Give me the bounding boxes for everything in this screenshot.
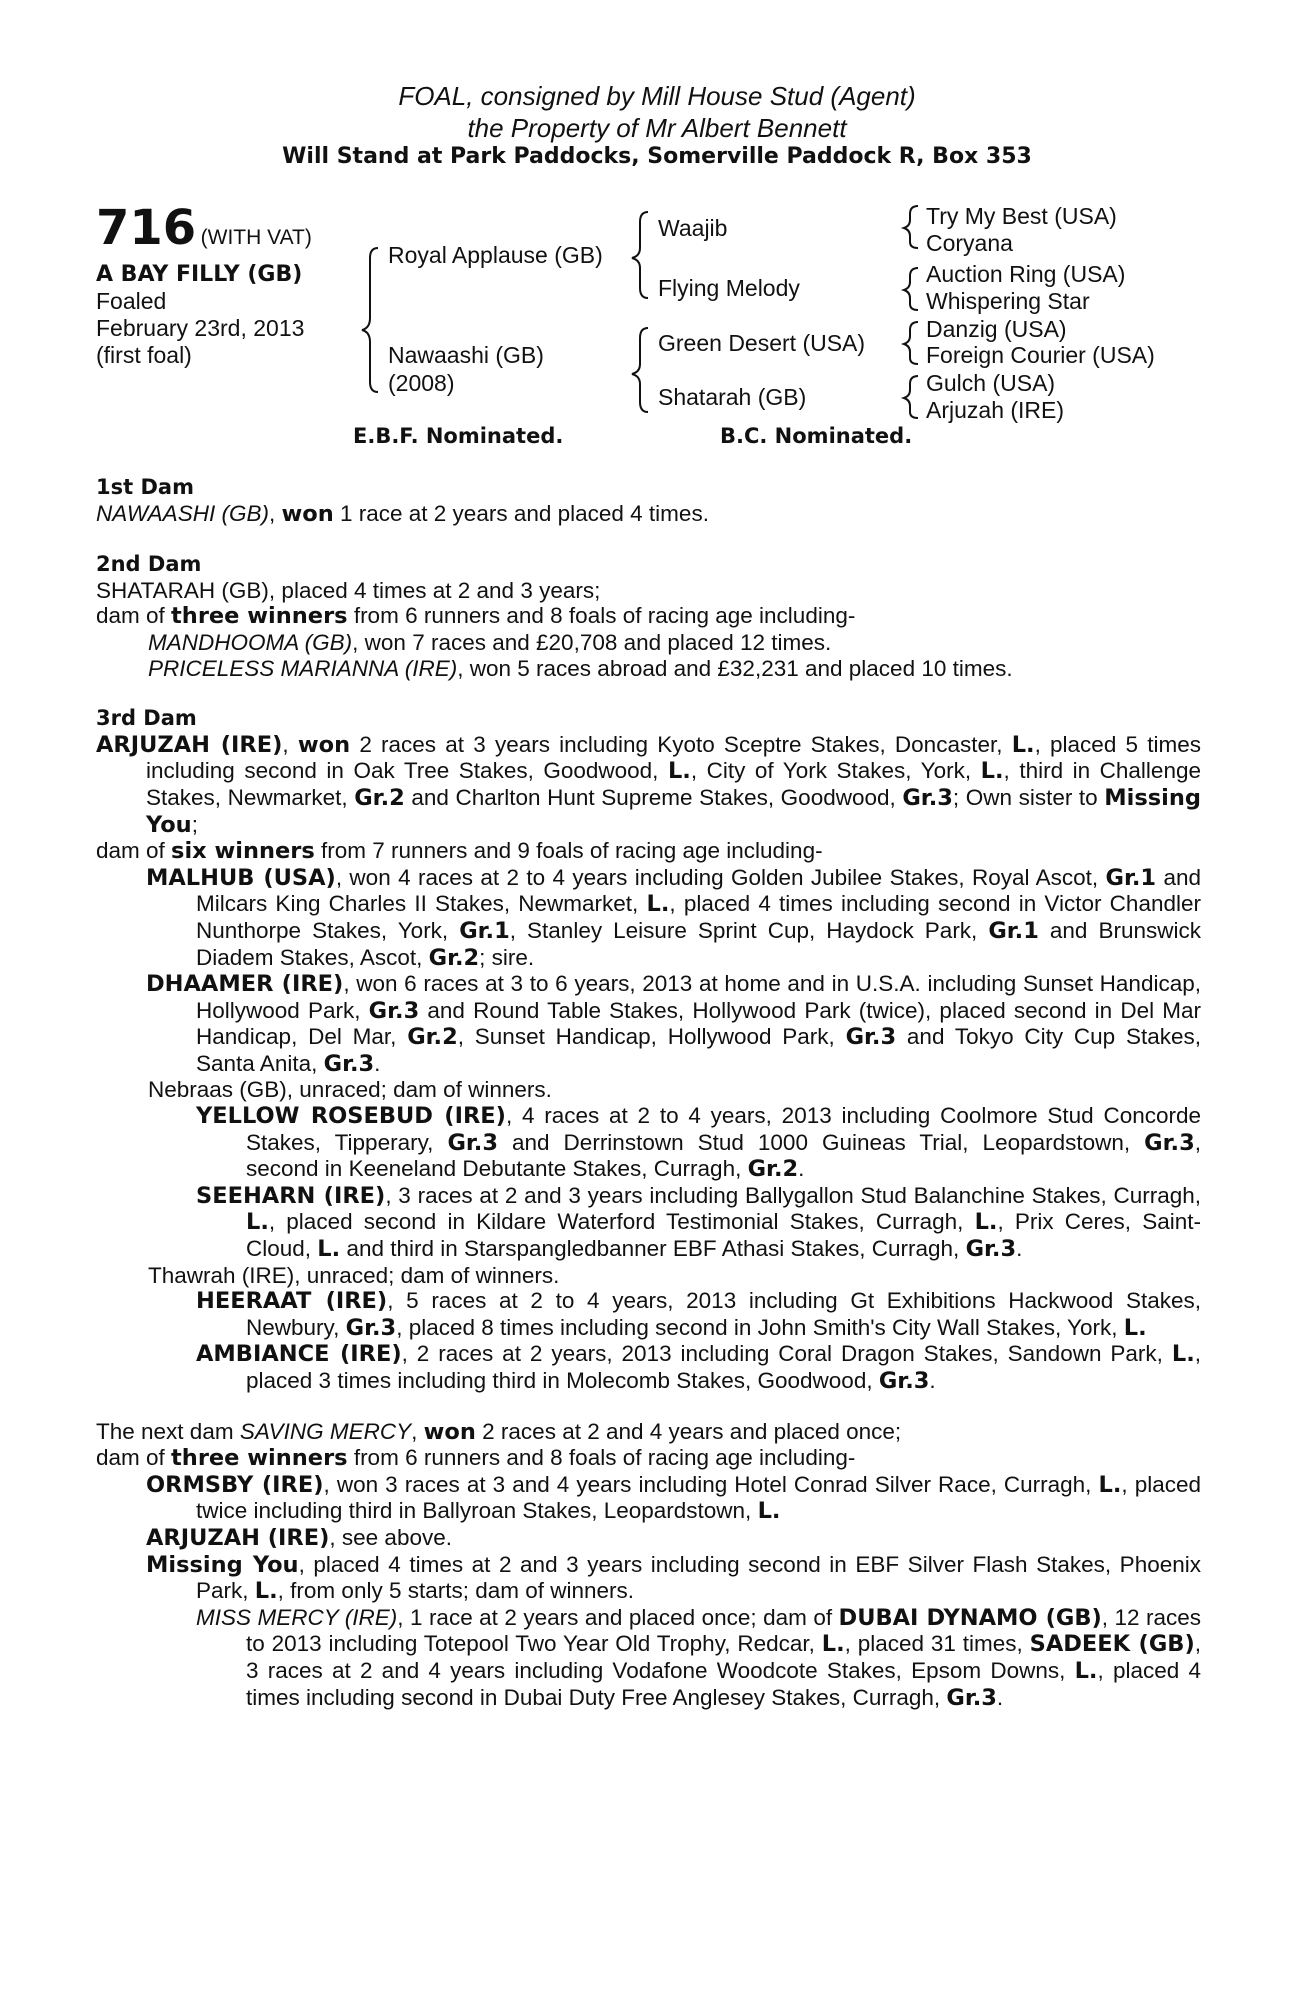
gg-5: Danzig (USA): [926, 316, 1067, 342]
next-dam-line: The next dam SAVING MERCY, won 2 races at 2 and 4 years and placed once;: [96, 1418, 902, 1445]
produce-yellow-rosebud: YELLOW ROSEBUD (IRE), 4 races at 2 to 4 years, 2013 including Coolmore Stud Concorde Stakes, Tipperary, Gr.3 and Derrinstown Stud 1000 Guineas Trial, Leopardstown, Gr.3, second in Keeneland Debutante Stakes, Curragh, Gr.2.: [196, 1103, 1201, 1183]
brace-g1: [904, 206, 918, 248]
gg-4: Whispering Star: [926, 288, 1090, 314]
produce-mandhooma: MANDHOOMA (GB), won 7 races and £20,708 and placed 12 times.: [148, 629, 832, 655]
second-dam-produce: dam of three winners from 6 runners and 8 foals of racing age including-: [96, 603, 856, 630]
gg-8: Arjuzah (IRE): [926, 397, 1065, 423]
ebf-nominated: E.B.F. Nominated.: [353, 424, 564, 448]
sire-dam: Flying Melody: [658, 275, 800, 301]
lot-number: 716: [96, 200, 197, 256]
header-line-1: FOAL, consigned by Mill House Stud (Agent): [398, 81, 916, 111]
catalogue-body: [96, 474, 1201, 1711]
lot-name: A BAY FILLY (GB): [96, 262, 303, 287]
brace-main: [362, 248, 378, 392]
second-dam-heading: 2nd Dam: [96, 552, 202, 577]
pedigree-braces: [0, 0, 1314, 460]
header-line-3: Will Stand at Park Paddocks, Somerville Paddock R, Box 353: [282, 144, 1032, 169]
header-line-2: the Property of Mr Albert Bennett: [467, 113, 847, 143]
produce-nebraas: Nebraas (GB), unraced; dam of winners.: [148, 1077, 552, 1103]
produce-miss-mercy: MISS MERCY (IRE), 1 race at 2 years and placed once; dam of DUBAI DYNAMO (GB), 12 races to 2013 including Totepool Two Year Old Trophy, Redcar, L., placed 31 times, SADEEK (GB), 3 races at 2 and 4 years including Vodafone Woodcote Stakes, Epsom Downs, L., placed 4 times including second in Dubai Duty Free Anglesey Stakes, Curragh, Gr.3.: [196, 1604, 1202, 1711]
produce-arjuzah: ARJUZAH (IRE), see above.: [146, 1524, 452, 1551]
produce-dhaamer: DHAAMER (IRE), won 6 races at 3 to 6 years, 2013 at home and in U.S.A. including Sunset Handicap, Hollywood Park, Gr.3 and Round Table Stakes, Hollywood Park (twice), placed second in Del Mar Handicap, Del Mar, Gr.2, Sunset Handicap, Hollywood Park, Gr.3 and Tokyo City Cup Stakes, Santa Anita, Gr.3.: [146, 971, 1202, 1077]
bc-nominated: B.C. Nominated.: [720, 424, 913, 448]
third-dam-heading: 3rd Dam: [96, 706, 197, 731]
second-dam-line: SHATARAH (GB), placed 4 times at 2 and 3 years;: [96, 577, 601, 603]
produce-missing-you: Missing You, placed 4 times at 2 and 3 years including second in EBF Silver Flash Stakes, Phoenix Park, L., from only 5 starts; dam of winners.: [146, 1551, 1201, 1605]
dam-sire: Green Desert (USA): [658, 330, 866, 356]
first-foal-note: (first foal): [96, 342, 192, 368]
gg-7: Gulch (USA): [926, 370, 1056, 396]
vat-label: (WITH VAT): [200, 226, 312, 249]
foaled-date: February 23rd, 2013: [96, 315, 305, 341]
brace-dam: [632, 328, 648, 412]
produce-priceless-marianna: PRICELESS MARIANNA (IRE), won 5 races abroad and £32,231 and placed 10 times.: [148, 655, 1013, 681]
first-dam-heading: 1st Dam: [96, 475, 194, 499]
dam-name: Nawaashi (GB): [388, 342, 544, 368]
first-dam-line: NAWAASHI (GB), won 1 race at 2 years and placed 4 times.: [96, 500, 709, 527]
sire-sire: Waajib: [658, 215, 728, 241]
next-dam-produce: dam of three winners from 6 runners and 8 foals of racing age including-: [96, 1445, 856, 1472]
dam-dam: Shatarah (GB): [658, 384, 807, 410]
produce-ambiance: AMBIANCE (IRE), 2 races at 2 years, 2013 including Coral Dragon Stakes, Sandown Park, L., placed 3 times including third in Molecomb Stakes, Goodwood, Gr.3.: [196, 1341, 1202, 1394]
brace-g4: [904, 376, 918, 418]
produce-heeraat: HEERAAT (IRE), 5 races at 2 to 4 years, 2013 including Gt Exhibitions Hackwood Stakes, Newbury, Gr.3, placed 8 times including second in John Smith's City Wall Stakes, York, L.: [196, 1288, 1201, 1341]
produce-malhub: MALHUB (USA), won 4 races at 2 to 4 years including Golden Jubilee Stakes, Royal Ascot, Gr.1 and Milcars King Charles II Stakes, Newmarket, L., placed 4 times including second in Victor Chandler Nunthorpe Stakes, York, Gr.1, Stanley Leisure Sprint Cup, Haydock Park, Gr.1 and Brunswick Diadem Stakes, Ascot, Gr.2; sire.: [146, 864, 1202, 971]
brace-g3: [904, 322, 918, 364]
gg-2: Coryana: [926, 230, 1013, 256]
produce-ormsby: ORMSBY (IRE), won 3 races at 3 and 4 years including Hotel Conrad Silver Race, Curragh, L., placed twice including third in Ballyroan Stakes, Leopardstown, L.: [146, 1471, 1201, 1525]
gg-6: Foreign Courier (USA): [926, 342, 1155, 368]
gg-1: Try My Best (USA): [926, 203, 1117, 229]
gg-3: Auction Ring (USA): [926, 261, 1126, 287]
foaled-label: Foaled: [96, 288, 167, 314]
sire-name: Royal Applause (GB): [388, 242, 603, 268]
brace-sire: [632, 212, 648, 298]
dam-year: (2008): [388, 370, 455, 396]
produce-seeharn: SEEHARN (IRE), 3 races at 2 and 3 years including Ballygallon Stud Balanchine Stakes, Curragh, L., placed second in Kildare Waterford Testimonial Stakes, Curragh, L., Prix Ceres, Saint-Cloud, L. and third in Starspangledbanner EBF Athasi Stakes, Curragh, Gr.3.: [196, 1182, 1201, 1263]
brace-g2: [904, 268, 918, 310]
third-dam-arjuzah: ARJUZAH (IRE), won 2 races at 3 years including Kyoto Sceptre Stakes, Doncaster, L., placed 5 times including second in Oak Tree Stakes, Goodwood, L., City of York Stakes, York, L., third in Challenge Stakes, Newmarket, Gr.2 and Charlton Hunt Supreme Stakes, Goodwood, Gr.3; Own sister to Missing You;: [96, 731, 1202, 838]
third-dam-produce: dam of six winners from 7 runners and 9 foals of racing age including-: [96, 838, 823, 865]
produce-thawrah: Thawrah (IRE), unraced; dam of winners.: [148, 1262, 560, 1288]
